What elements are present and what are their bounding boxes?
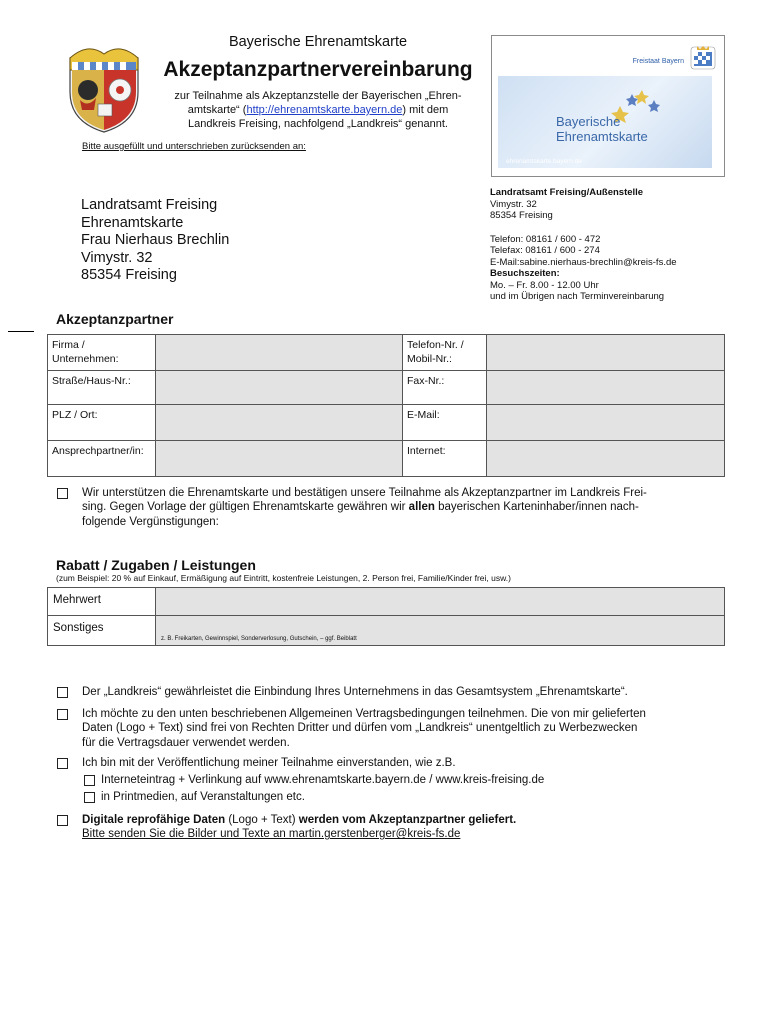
internet-label: Internet: [403, 441, 487, 477]
form-title: Akzeptanzpartnervereinbarung [163, 58, 473, 81]
support-statement [82, 486, 724, 529]
zip-city-field[interactable] [156, 405, 403, 441]
address-line-4: Vimystr. 32 [81, 249, 153, 266]
company-label-line-2: Unternehmen: [52, 353, 119, 365]
terms-checkbox[interactable] [57, 709, 68, 720]
terms-statement [82, 707, 724, 750]
support-line-1: Wir unterstützen die Ehrenamtskarte und bestätigen unsere Teilnahme als Akzeptanzpartner im Landkreis Frei- [82, 487, 647, 499]
card-state-label: Freistaat Bayern [632, 58, 684, 65]
digital-data-line-2: Bitte senden Sie die Bilder und Texte an martin.gerstenberger@kreis-fs.de [82, 828, 461, 841]
phone-field[interactable] [487, 335, 725, 371]
internet-field[interactable] [487, 441, 725, 477]
card-name-line-1: Bayerische [556, 114, 621, 129]
card-artwork [498, 76, 712, 168]
terms-line-1: Ich möchte zu den unten beschriebenen Allgemeinen Vertragsbedingungen teilnehmen. Die von mir gelieferten [82, 708, 646, 720]
print-media-checkbox[interactable] [84, 792, 95, 803]
digital-data-checkbox[interactable] [57, 815, 68, 826]
form-subtitle: Bayerische Ehrenamtskarte [228, 34, 408, 50]
other-field[interactable] [156, 616, 725, 646]
support-line-2-end: bayerischen Karteninhaber/innen nach- [434, 501, 639, 514]
discount-table [47, 587, 725, 646]
office-contact-block [490, 187, 677, 303]
support-line-2 [82, 500, 724, 514]
contact-person-field[interactable] [156, 441, 403, 477]
digital-data-bold-2: werden vom Akzeptanzpartner geliefert. [298, 814, 517, 826]
partner-details-table [47, 334, 725, 477]
digital-data-statement [82, 813, 724, 842]
added-value-label: Mehrwert [48, 588, 156, 616]
office-email: E-Mail:sabine.nierhaus-brechlin@kreis-fs.de [490, 256, 677, 268]
intro-line-2 [160, 103, 476, 117]
email-label: E-Mail: [403, 405, 487, 441]
card-url: ehrenamtskarte.bayern.de [506, 158, 582, 165]
publication-checkbox[interactable] [57, 758, 68, 769]
street-label: Straße/Haus-Nr.: [48, 371, 156, 405]
office-city: 85354 Freising [490, 210, 553, 221]
office-hours: Mo. – Fr. 8.00 - 12.00 Uhr [490, 279, 599, 291]
integration-statement: Der „Landkreis“ gewährleistet die Einbindung Ihres Unternehmens in das Gesamtsystem „Ehrenamtskarte“. [82, 686, 628, 698]
return-instruction: Bitte ausgefüllt und unterschrieben zurücksenden an: [82, 141, 306, 152]
discount-section-title: Rabatt / Zugaben / Leistungen [56, 557, 256, 573]
intro-line-2-end: ) mit dem [402, 104, 449, 116]
email-field[interactable] [487, 405, 725, 441]
digital-data-line-1 [82, 813, 724, 827]
card-name [556, 114, 648, 144]
zip-city-label: PLZ / Ort: [48, 405, 156, 441]
support-line-3: folgende Vergünstigungen: [82, 515, 219, 528]
terms-line-3: für die Vertragsdauer verwendet werden. [82, 736, 290, 749]
discount-examples: (zum Beispiel: 20 % auf Einkauf, Ermäßigung auf Eintritt, kostenfreie Leistungen, 2. Person frei, Familie/Kinder frei, usw.) [56, 573, 511, 583]
terms-line-2: Daten (Logo + Text) sind frei von Rechten Dritter und dürfen vom „Landkreis“ unentgeltlich zu Werbezwecken [82, 722, 638, 735]
digital-data-bold-1: Digitale reprofähige Daten [82, 814, 226, 826]
office-fax: Telefax: 08161 / 600 - 274 [490, 245, 600, 256]
office-phone: Telefon: 08161 / 600 - 472 [490, 233, 601, 245]
fax-label: Fax-Nr.: [403, 371, 487, 405]
office-title: Landratsamt Freising/Außenstelle [490, 187, 644, 198]
support-line-2-start: sing. Gegen Vorlage der gültigen Ehrenamtskarte gewähren wir [82, 501, 409, 514]
phone-label-line-2: Mobil-Nr.: [407, 353, 452, 365]
phone-label [403, 335, 487, 371]
intro-line-1: zur Teilnahme als Akzeptanzstelle der Bayerischen „Ehren- [174, 90, 462, 102]
publication-statement: Ich bin mit der Veröffentlichung meiner Teilnahme einverstanden, wie z.B. [82, 757, 456, 769]
internet-listing-checkbox[interactable] [84, 775, 95, 786]
integration-checkbox[interactable] [57, 687, 68, 698]
office-hours-label: Besuchszeiten: [490, 268, 560, 279]
street-field[interactable] [156, 371, 403, 405]
fold-mark [8, 331, 34, 332]
company-label [48, 335, 156, 371]
address-line-5: 85354 Freising [81, 267, 177, 283]
support-line-2-bold: allen [408, 501, 435, 514]
other-label: Sonstiges [48, 616, 156, 646]
added-value-field[interactable] [156, 588, 725, 616]
ehrenamtskarte-link[interactable]: http://ehrenamtskarte.bayern.de [246, 104, 403, 116]
intro-text [160, 89, 476, 131]
office-hours-extra: und im Übrigen nach Terminvereinbarung [490, 291, 665, 302]
return-address [81, 197, 229, 285]
ehrenamtskarte-card-image [491, 35, 725, 177]
fax-field[interactable] [487, 371, 725, 405]
digital-data-mid: (Logo + Text) [225, 814, 299, 826]
print-media-label: in Printmedien, auf Veranstaltungen etc. [101, 791, 305, 803]
address-line-3: Frau Nierhaus Brechlin [81, 232, 230, 248]
internet-listing-label: Interneteintrag + Verlinkung auf www.ehrenamtskarte.bayern.de / www.kreis-freising.de [101, 774, 545, 786]
contact-person-label: Ansprechpartner/in: [48, 441, 156, 477]
address-line-1: Landratsamt Freising [81, 197, 218, 213]
other-field-hint: z. B. Freikarten, Gewinnspiel, Sonderverlosung, Gutschein, – ggf. Beiblatt [161, 636, 357, 642]
district-coat-of-arms-logo [58, 40, 150, 134]
company-label-line-1: Firma / [52, 339, 85, 351]
phone-label-line-1: Telefon-Nr. / [407, 339, 464, 351]
support-checkbox[interactable] [57, 488, 68, 499]
address-line-2: Ehrenamtskarte [81, 214, 184, 231]
intro-line-3: Landkreis Freising, nachfolgend „Landkreis“ genannt. [188, 118, 448, 130]
intro-line-2-start: amtskarte“ ( [187, 104, 247, 116]
partner-section-title: Akzeptanzpartner [56, 311, 174, 327]
bavaria-crest-icon [688, 42, 718, 72]
office-street: Vimystr. 32 [490, 198, 537, 210]
company-field[interactable] [156, 335, 403, 371]
card-name-line-2: Ehrenamtskarte [556, 129, 648, 144]
